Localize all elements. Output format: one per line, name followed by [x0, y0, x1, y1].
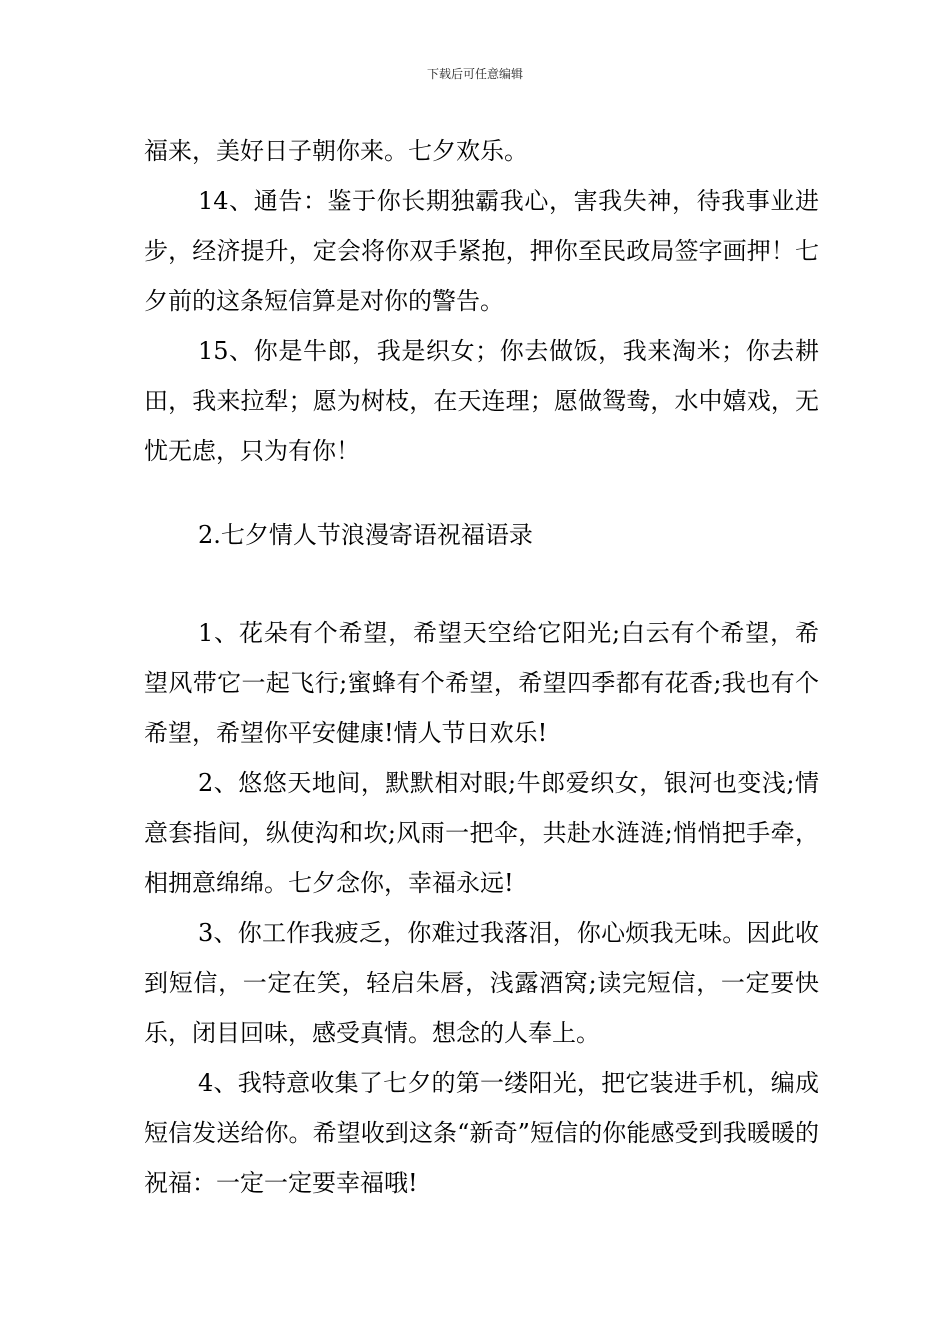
section-title: 2.七夕情人节浪漫寄语祝福语录 [198, 521, 533, 549]
paragraph-continuation: 福来，美好日子朝你来。七夕欢乐。 [144, 137, 528, 165]
paragraph-item-14: 14、通告：鉴于你长期独霸我心，害我失神，待我事业进步，经济提升，定会将你双手紧抱，押你至民政局签字画押！七夕前的这条短信算是对你的警告。 [144, 187, 819, 315]
paragraph-item-4: 4、我特意收集了七夕的第一缕阳光，把它装进手机，编成短信发送给你。希望收到这条“新奇”短信的你能感受到我暖暖的祝福：一定一定要幸福哦! [144, 1069, 819, 1197]
page-header: 下载后可任意编辑 [426, 67, 523, 81]
paragraph-item-1: 1、花朵有个希望，希望天空给它阳光;白云有个希望，希望风带它一起飞行;蜜蜂有个希望，希望四季都有花香;我也有个希望，希望你平安健康!情人节日欢乐! [144, 619, 819, 747]
paragraph-item-15: 15、你是牛郎，我是织女；你去做饭，我来淘米；你去耕田，我来拉犁；愿为树枝，在天连理；愿做鸳鸯，水中嬉戏，无忧无虑，只为有你！ [144, 337, 819, 465]
paragraph-item-3: 3、你工作我疲乏，你难过我落泪，你心烦我无味。因此收到短信，一定在笑，轻启朱唇，浅露酒窝;读完短信，一定要快乐，闭目回味，感受真情。想念的人奉上。 [144, 919, 819, 1047]
paragraph-item-2: 2、悠悠天地间，默默相对眼;牛郎爱织女，银河也变浅;情意套指间，纵使沟和坎;风雨一把伞，共赴水涟涟;悄悄把手牵，相拥意绵绵。七夕念你，幸福永远! [144, 769, 819, 897]
document-body [144, 126, 819, 1208]
